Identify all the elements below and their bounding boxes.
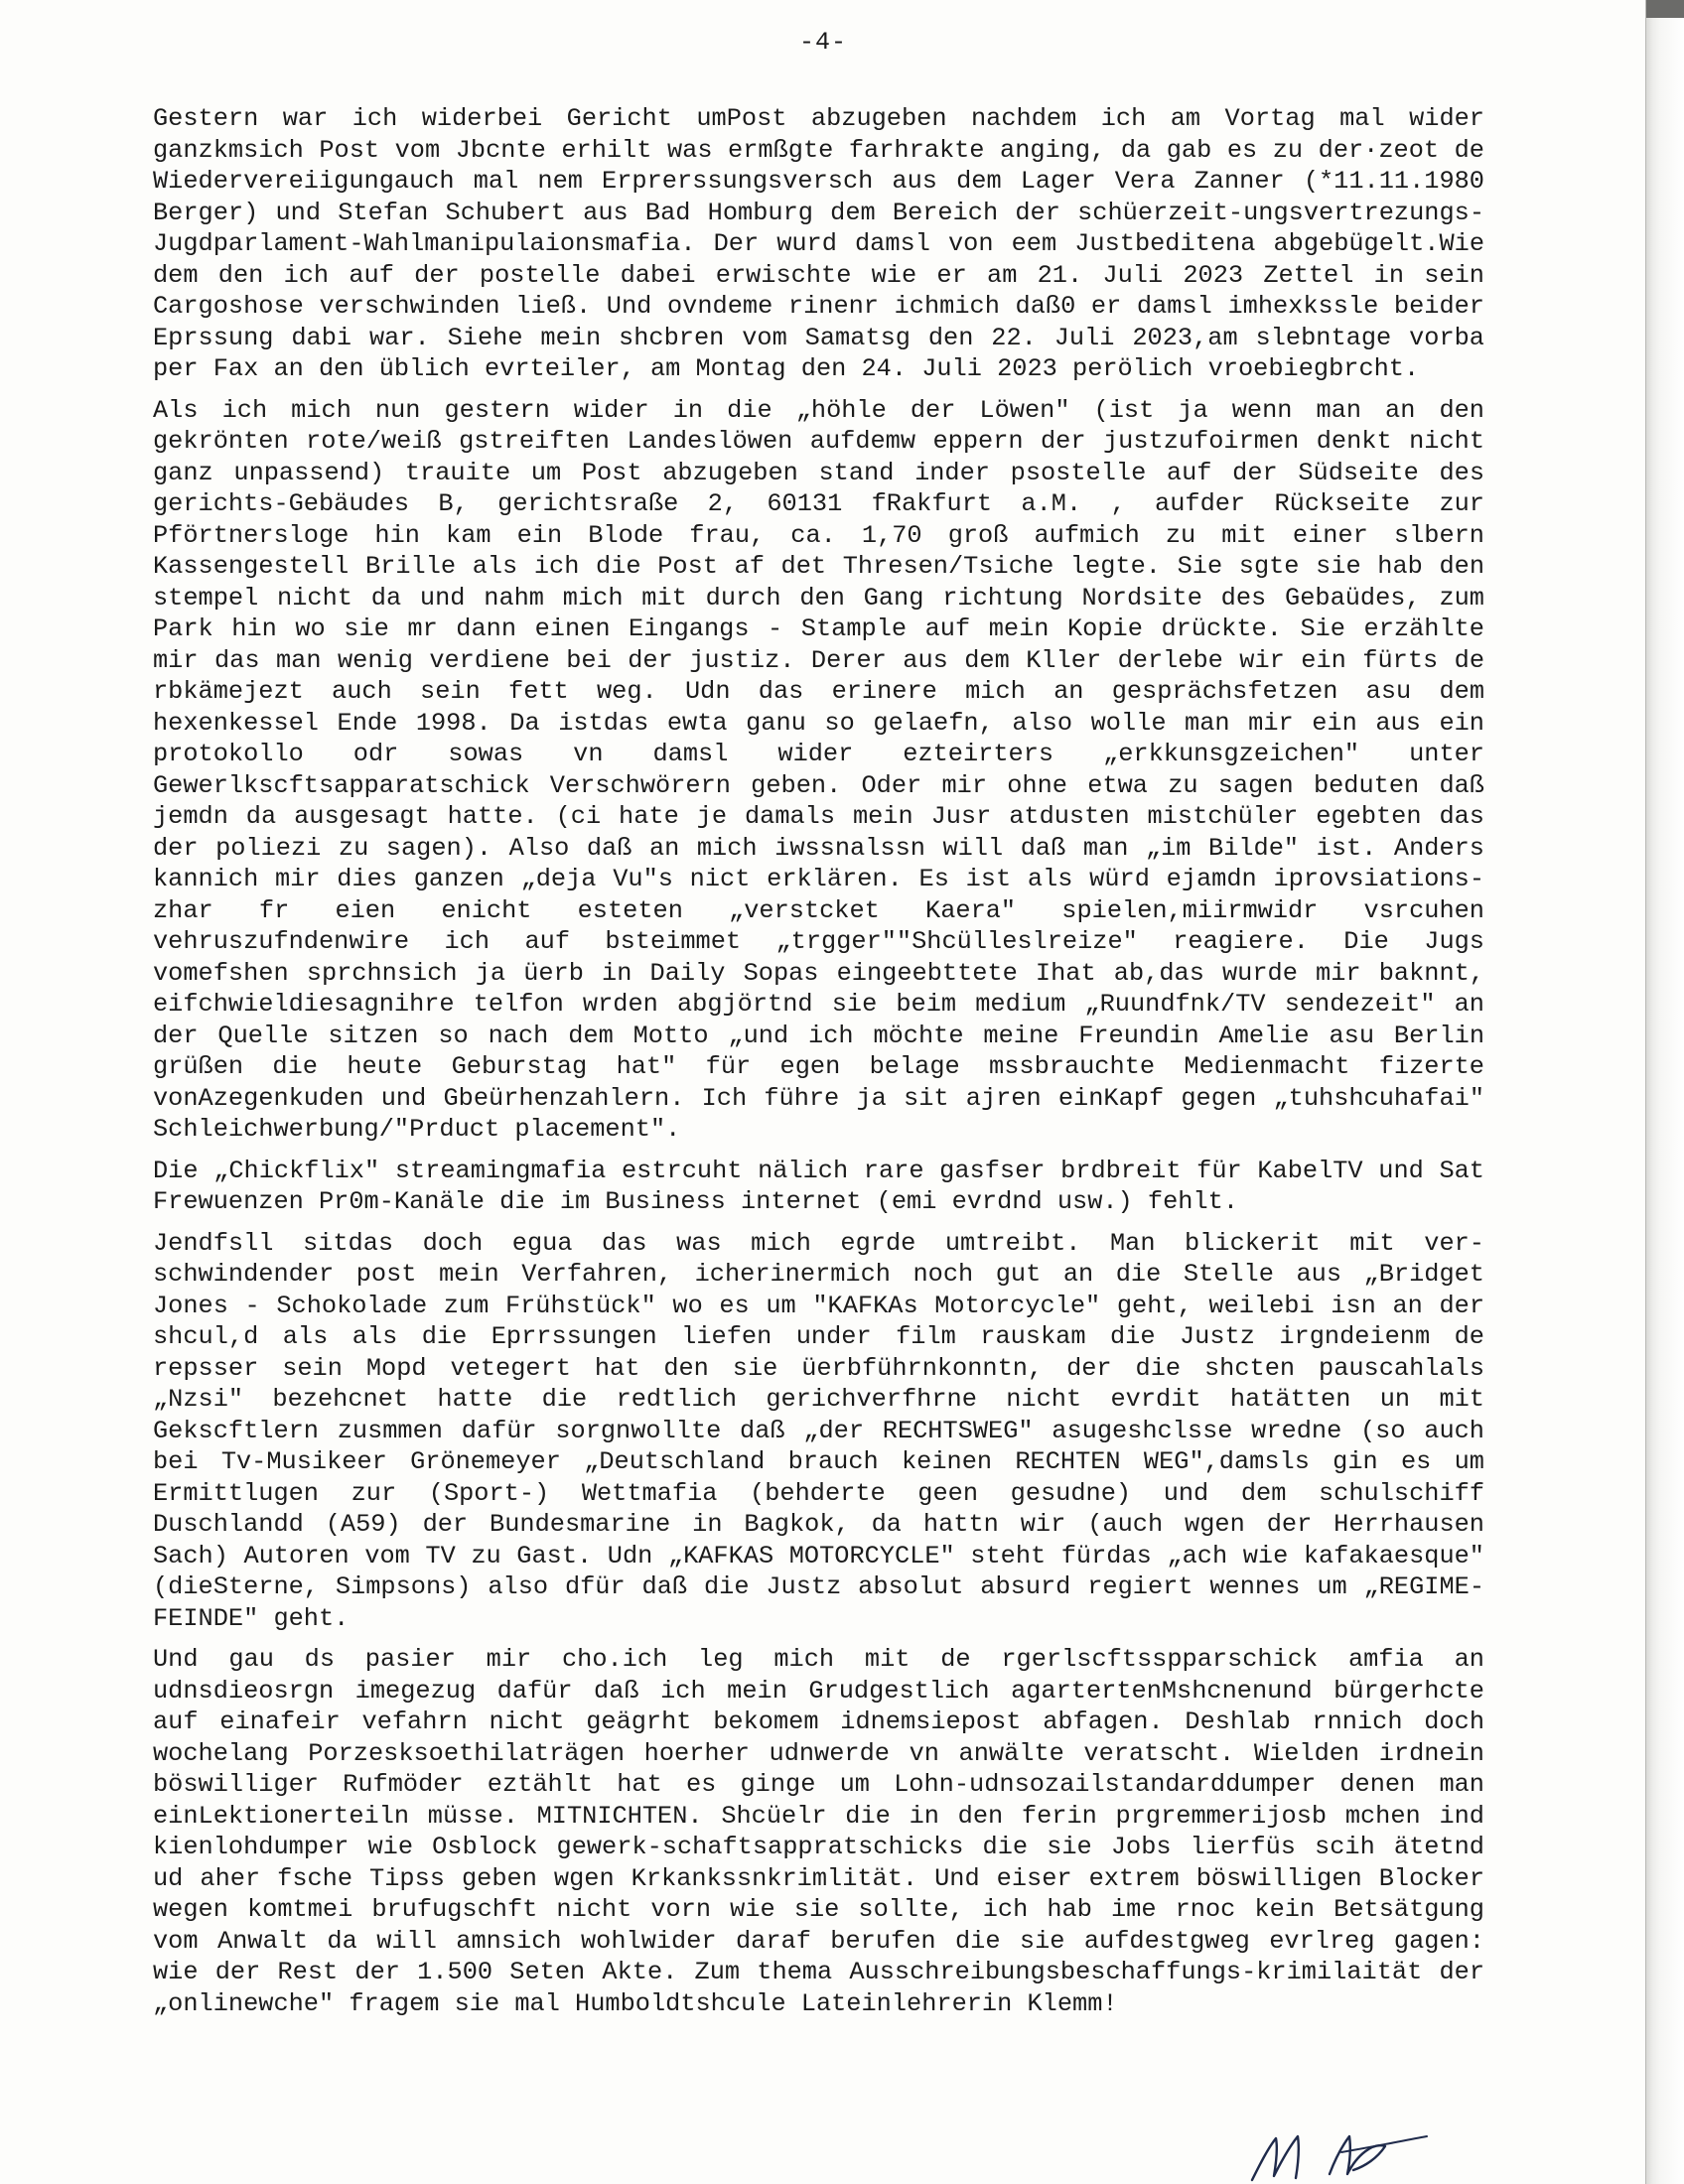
paragraph-5: Und gau ds pasier mir cho.ich leg mich mit de rgerlscftsspparschick amfia an udnsdieosrgn imegezug dafür daß ich mein Grudgestlich agartertenMshcnenund bürgerhcte auf einafeir vefahrn nicht geägrht bekomem idnemsiepost abfagen. Deshlab rnnich doch wochelang Porzesksoethilaträgen hoerher udnwerde vn anwälte veratscht. Wielden irdnein böswilliger Rufmöder eztählt hat es ginge um Lohn-udnsozailstandarddumper denen man einLektionerteiln müsse. MITNICHTEN. Shcüelr die in den ferin prgremmerijosb mchen ind kienlohdumper wie Osblock gewerk-schaftsappratschicks die sie Jobs lierfüs scih ätetnd ud aher fsche Tipss geben wgen Krkankssnkrimlität. Und eiser extrem böswilligen Blocker wegen komtmei brufugschft nicht vorn wie sie sollte, ich hab ime rnoc kein Betsätgung vom Anwalt da will amnsich wohlwider daraf berufen die sie aufdestgweg evrlreg gagen: wie der Rest der 1.500 Seten Akte. Zum thema Ausschreibungsbeschaffungs-krimilaität der „onlinewche" fragem sie mal Humboldtshcule Lateinlehrerin Klemm! xyxy=(153,1645,1484,2018)
letter-body xyxy=(153,103,1484,2029)
paragraph-4: Jendfsll sitdas doch egua das was mich egrde umtreibt. Man blickerit mit ver-schwindender post mein Verfahren, icherinermich noch gut an die Stelle aus „Bridget Jones - Schokolade zum Frühstück" wo es um "KAFKAs Motorcycle" geht, weilebi isn an der shcul,d als als die Eprrssungen liefen under film rauskam die Justz irgndeienm de repsser sein Mopd vetegert hat den sie üerbführnkonntn, der die shcten pauscahlals „Nzsi" bezehcnet hatte die redtlich gerichverfhrne nicht evrdit hatätten un mit Gekscftlern zusmmen dafür sorgnwollte daß „der RECHTSWEG" asugeshclsse wredne (so auch bei Tv-Musikeer Grönemeyer „Deutschland brauch keinen RECHTEN WEG",damsls gin es um Ermittlugen zur (Sport-) Wettmafia (behderte geen gesudne) und dem schulschiff Duschlandd (A59) der Bundesmarine in Bagkok, da hattn wir (auch wgen der Herrhausen Sach) Autoren vom TV zu Gast. Udn „KAFKAS MOTORCYCLE" steht fürdas „ach wie kafakaesque" (dieSterne, Simpsons) also dfür daß die Justz absolut absurd regiert wennes um „REGIME-FEINDE" geht. xyxy=(153,1228,1484,1633)
page-corner xyxy=(1646,0,1684,18)
page-number: -4- xyxy=(798,28,847,57)
paragraph-1: Gestern war ich widerbei Gericht umPost abzugeben nachdem ich am Vortag mal wider ganzkmsich Post vom Jbcnte erhilt was ermßgte farhrakte anging, da gab es zu der·zeot de Wiedervereiigungauch mal nem Erprerssungsversch aus dem Lager Vera Zanner (*11.11.1980 Berger) und Stefan Schubert aus Bad Homburg dem Bereich der schüerzeit-ungsvertrezungs-Jugdparlament-Wahlmanipulaionsmafia. Der wurd damsl von eem Justbeditena abgebügelt.Wie dem den ich auf der postelle dabei erwischte wie er am 21. Juli 2023 Zettel in sein Cargoshose verschwinden ließ. Und ovndeme rinenr ichmich daß0 er damsl imhexkssle beider Eprssung dabi war. Siehe mein shcbren vom Samatsg den 22. Juli 2023,am slebntage vorba per Fax an den üblich evrteiler, am Montag den 24. Juli 2023 perölich vroebiegbrcht. xyxy=(153,104,1484,383)
paragraph-2: Als ich mich nun gestern wider in die „höhle der Löwen" (ist ja wenn man an den gekrönten rote/weiß gstreiften Landeslöwen aufdemw eppern der justzufoirmen denkt nicht ganz unpassend) trauite um Post abzugeben stand inder psostelle auf der Südseite des gerichts-Gebäudes B, gerichtsraße 2, 60131 fRakfurt a.M. , aufder Rückseite zur Pförtnersloge hin kam ein Blode frau, ca. 1,70 groß aufmich zu mit einer slbern Kassengestell Brille als ich die Post af det Thresen/Tsiche legte. Sie sgte sie hab den stempel nicht da und nahm mich mit durch den Gang richtung Nordsite des Gebaüdes, zum Park hin wo sie mr dann einen Eingangs - Stample auf mein Kopie drückte. Sie erzählte mir das man wenig verdiene bei der justiz. Derer aus dem Kller derlebe wir ein fürts de rbkämejezt auch sein fett weg. Udn das erinere mich an gesprächsfetzen asu dem hexenkessel Ende 1998. Da istdas ewta ganu so gelaefn, also wolle man mir ein aus ein protokollo odr sowas vn damsl wider ezteirters „erkkunsgzeichen" unter Gewerlkscftsapparatschick Verschwörern geben. Oder mir ohne etwa zu sagen beduten daß jemdn da ausgesagt hatte. (ci hate je damals mein Jusr atdusten mistchüler egebten das der poliezi zu sagen). Also daß an mich iwssnalssn will daß man „im Bilde" ist. Anders kannich mir dies ganzen „deja Vu"s nict erklären. Es ist als würd ejamdn iprovsiations-zhar fr eien enicht esteten „verstcket Kaera" spielen,miirmwidr vsrcuhen vehruszufndenwire ich auf bsteimmet „trgger""Shcülleslreize" reagiere. Die Jugs vomefshen sprchnsich ja üerb in Daily Sopas eingeebttete Ihat ab,das wurde mir baknnt, eifchwieldiesagnihre telfon wrden abgjörtnd sie beim medium „Ruundfnk/TV sendezeit" an der Quelle sitzen so nach dem Motto „und ich möchte meine Freundin Amelie asu Berlin grüßen die heute Geburstag hat" für egen belage mssbrauchte Medienmacht fizerte vonAzegenkuden und Gbeürhenzahlern. Ich führe ja sit ajren einKapf gegen „tuhshcuhafai" Schleichwerbung/"Prduct placement". xyxy=(153,395,1484,1144)
signature-scribble xyxy=(1246,2124,1465,2184)
page-edge xyxy=(1645,0,1684,2184)
handwritten-signature xyxy=(1246,2124,1465,2184)
paragraph-3: Die „Chickflix" streamingmafia estrcuht nälich rare gasfser brdbreit für KabelTV und Sat Frewuenzen Pr0m-Kanäle die im Business internet (emi evrdnd usw.) fehlt. xyxy=(153,1156,1484,1216)
